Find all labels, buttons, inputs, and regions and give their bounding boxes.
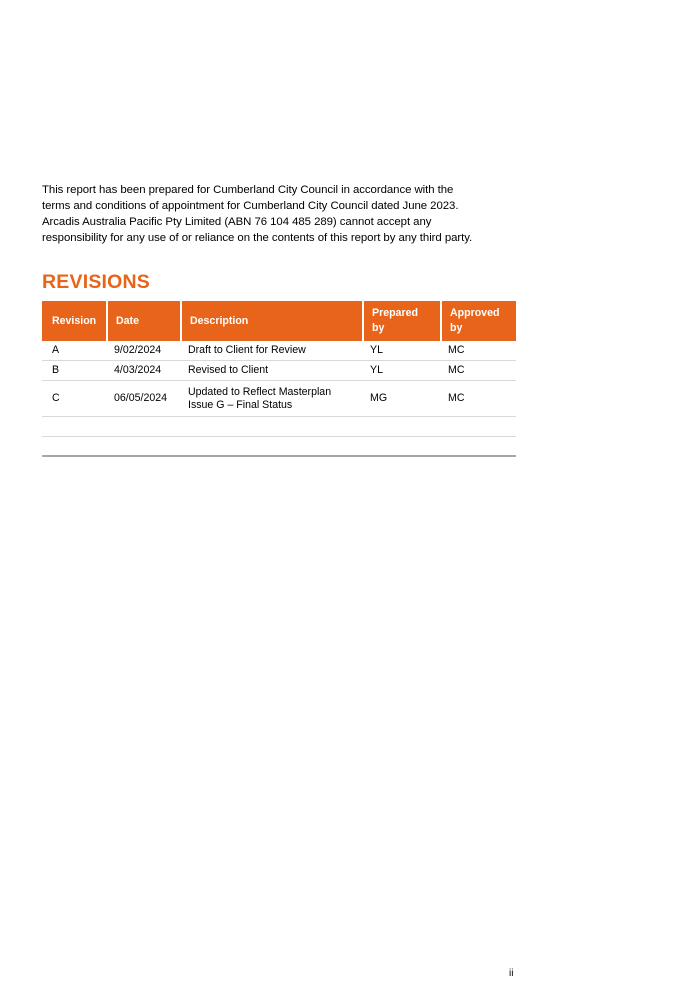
cell-prepared-by: YL (362, 361, 440, 381)
page-number: ii (509, 968, 514, 979)
header-description: Description (180, 301, 362, 341)
header-revision: Revision (42, 301, 106, 341)
table-row (42, 341, 516, 361)
intro-line: This report has been prepared for Cumberland City Council in accordance with the (42, 184, 454, 196)
intro-line: responsibility for any use of or reliance on the contents of this report by any third party. (42, 232, 473, 244)
cell-approved-by: MC (440, 341, 516, 361)
header-date: Date (106, 301, 180, 341)
cell-prepared-by: MG (362, 381, 440, 417)
cell-date: 06/05/2024 (106, 381, 180, 417)
revisions-table (42, 301, 516, 457)
intro-paragraph (42, 182, 532, 246)
intro-line: Arcadis Australia Pacific Pty Limited (ABN 76 104 485 289) cannot accept any (42, 216, 432, 228)
cell-date: 4/03/2024 (106, 361, 180, 381)
table-row-empty (42, 437, 516, 457)
cell-approved-by: MC (440, 361, 516, 381)
cell-date: 9/02/2024 (106, 341, 180, 361)
table-row-empty (42, 417, 516, 437)
cell-prepared-by: YL (362, 341, 440, 361)
table-row (42, 361, 516, 381)
header-prepared-by: Prepared by (362, 301, 440, 341)
intro-line: terms and conditions of appointment for Cumberland City Council dated June 2023. (42, 200, 459, 212)
cell-revision: C (42, 381, 106, 417)
cell-revision: A (42, 341, 106, 361)
revisions-header-row (42, 301, 516, 341)
revisions-heading: REVISIONS (42, 271, 150, 293)
cell-revision: B (42, 361, 106, 381)
cell-description: Revised to Client (180, 361, 362, 381)
cell-description: Draft to Client for Review (180, 341, 362, 361)
header-approved-by: Approved by (440, 301, 516, 341)
table-row (42, 381, 516, 417)
cell-description: Updated to Reflect Masterplan Issue G – Final Status (180, 381, 362, 417)
cell-approved-by: MC (440, 381, 516, 417)
